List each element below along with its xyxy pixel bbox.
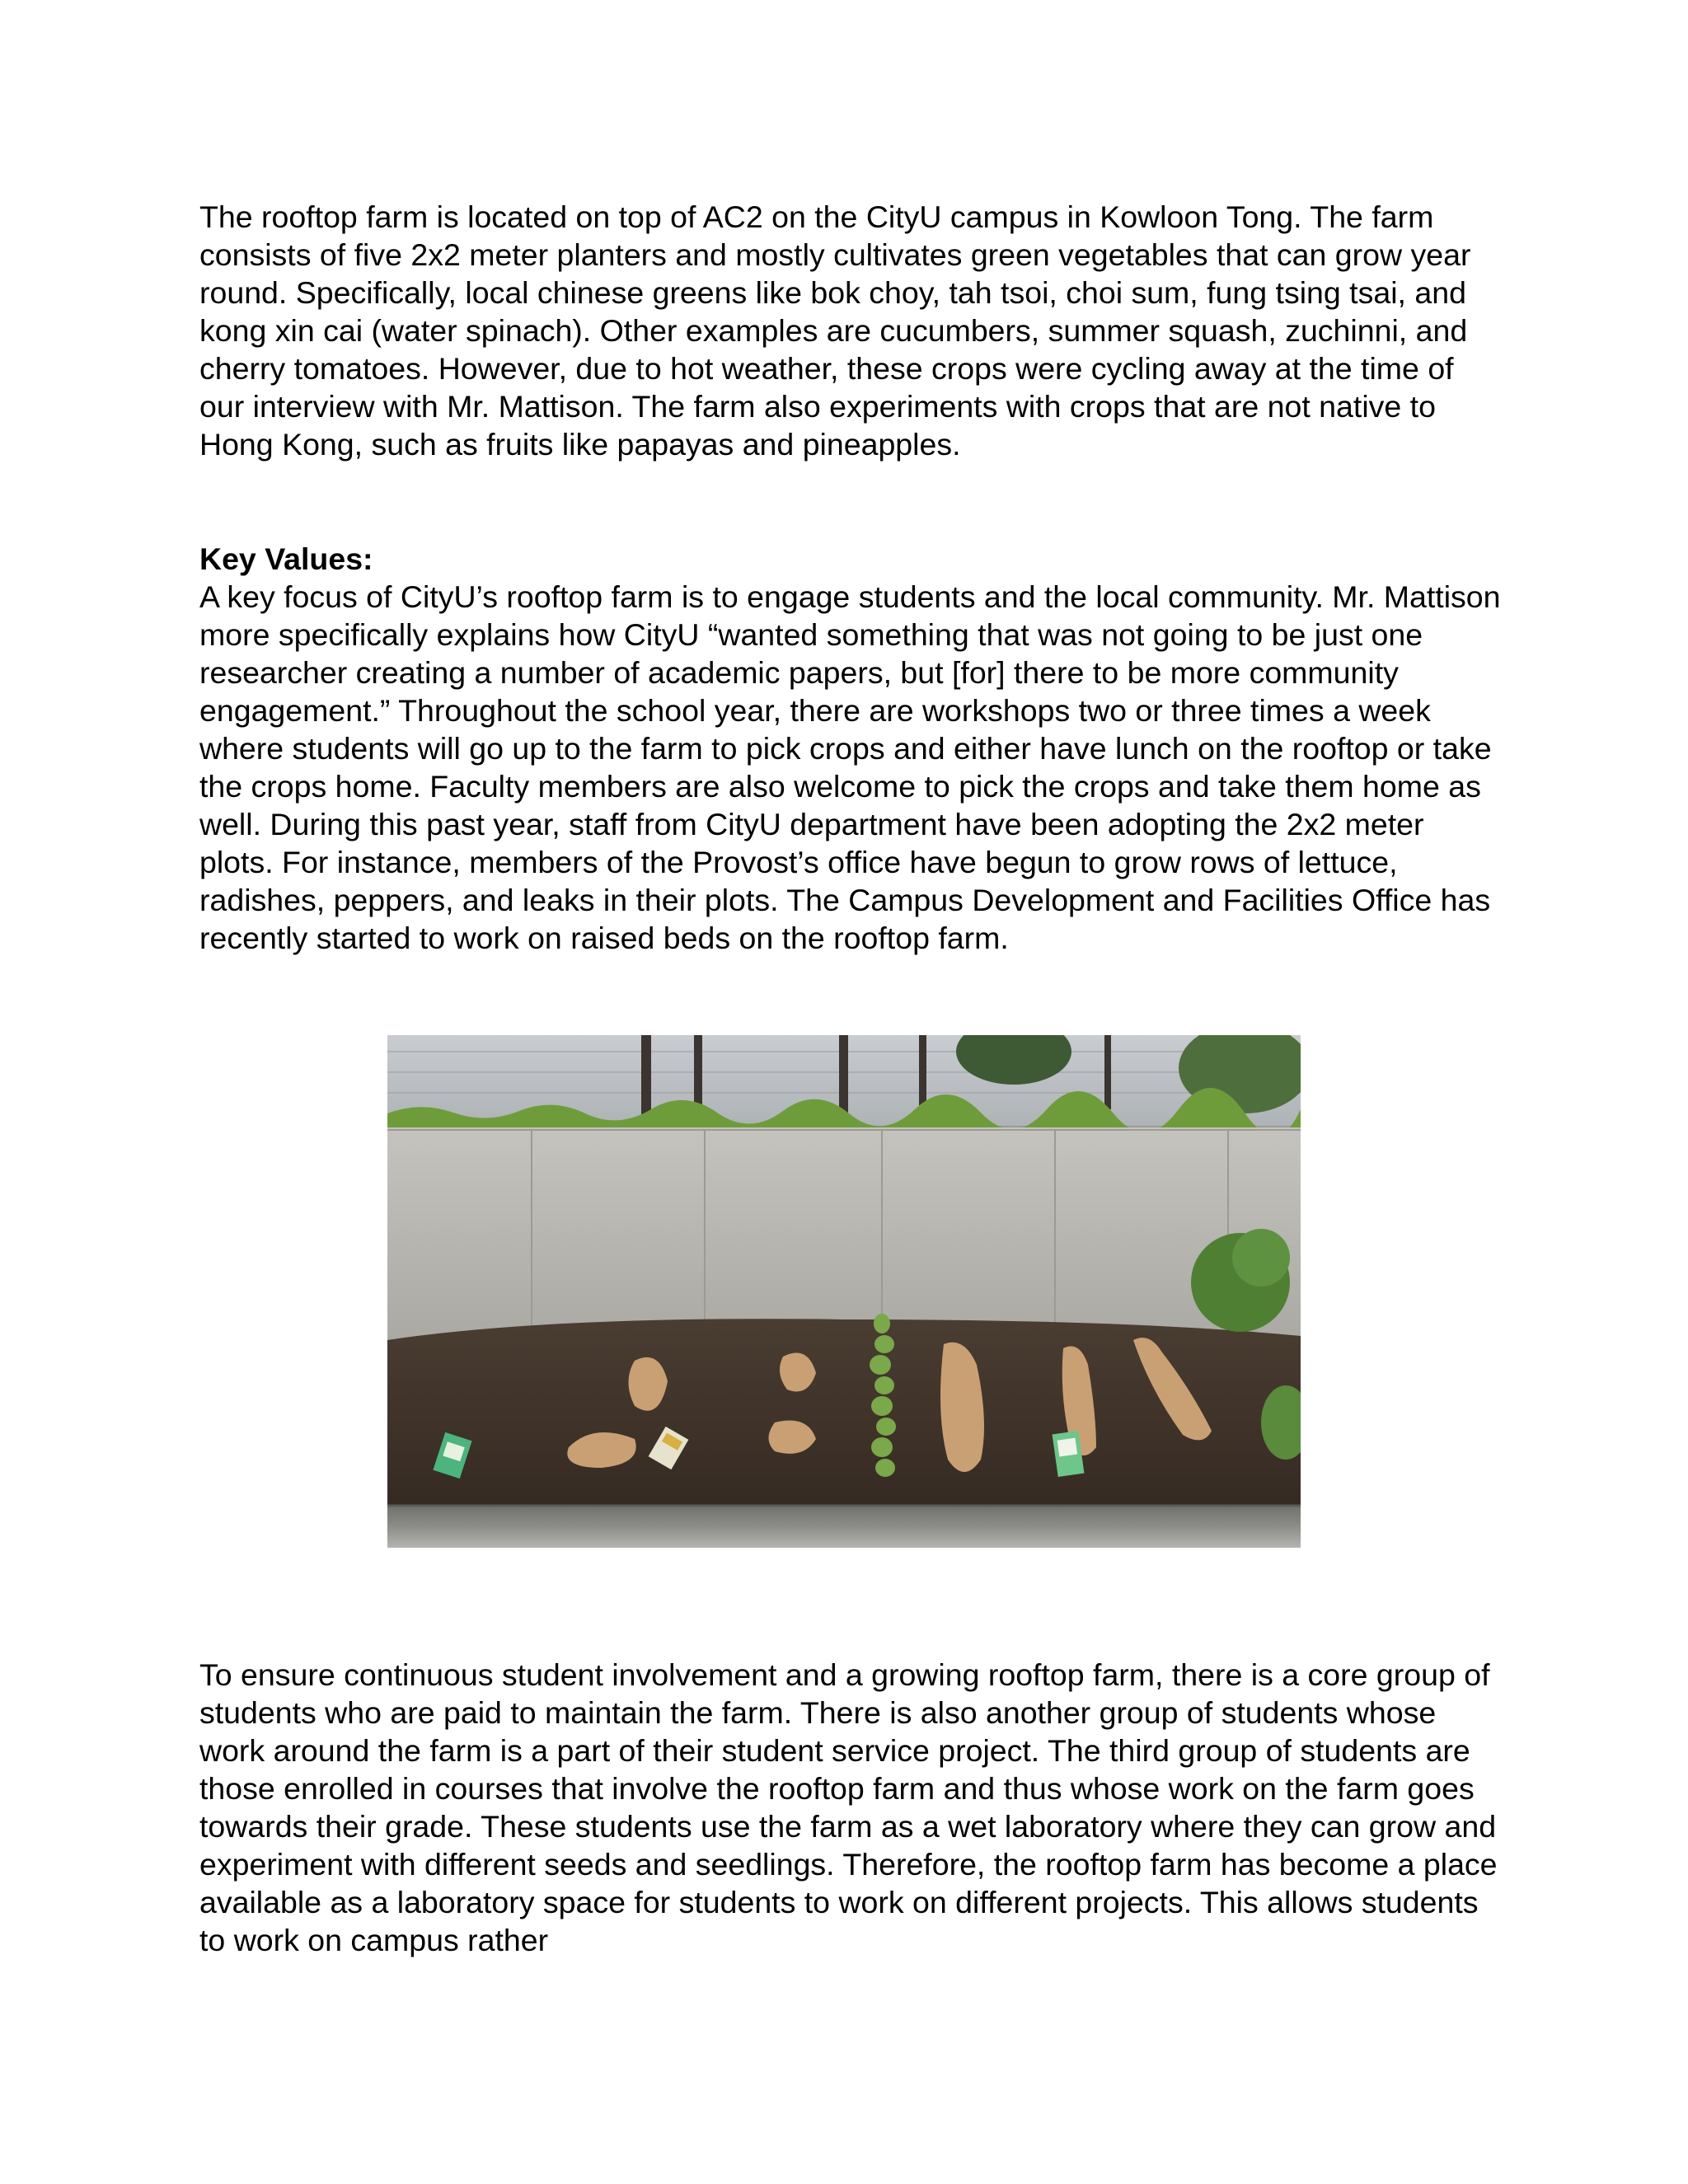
body-paragraph-student-involvement: To ensure continuous student involvement and a growing rooftop farm, there is a core group of students who are paid to maintain the farm. There is also another group of students whose work around the farm is a part of their student service project. The third group of students are those enrolled in courses that involve the rooftop farm and thus whose work on the farm goes towards their grade. These students use the farm as a wet laboratory where they can grow and experiment with different seeds and seedlings. Therefore, the rooftop farm has become a place available as a laboratory space for students to work on different projects. This allows students to work on campus rather bbox=[199, 1657, 1498, 1957]
body-paragraph-intro: The rooftop farm is located on top of AC2 on the CityU campus in Kowloon Tong. The farm consists of five 2x2 meter planters and mostly cultivates green vegetables that can grow year round. Specifically, local chinese greens like bok choy, tah tsoi, choi sum, fung tsing tsai, and kong xin cai (water spinach). Other examples are cucumbers, summer squash, zuchinni, and cherry tomatoes. However, due to hot weather, these crops were cycling away at the time of our interview with Mr. Mattison. The farm also experiments with crops that are not native to Hong Kong, such as fruits like papayas and pineapples. bbox=[199, 199, 1471, 462]
rooftop-farm-photo bbox=[387, 1035, 1301, 1548]
body-paragraph-key-values: A key focus of CityU’s rooftop farm is to engage students and the local community. Mr. Mattison more specifically explains how CityU “wanted something that was not going to be just one researcher creating a number of academic papers, but [for] there to be more community engagement.” Throughout the school year, there are workshops two or three times a week where students will go up to the farm to pick crops and either have lunch on the rooftop or take the crops home. Faculty members are also welcome to pick the crops and take them home as well. During this past year, staff from CityU department have been adopting the 2x2 meter plots. For instance, members of the Provost’s office have begun to grow rows of lettuce, radishes, peppers, and leaks in their plots. The Campus Development and Facilities Office has recently started to work on raised beds on the rooftop farm. bbox=[199, 579, 1501, 955]
section-heading-key-values: Key Values: bbox=[199, 541, 373, 576]
